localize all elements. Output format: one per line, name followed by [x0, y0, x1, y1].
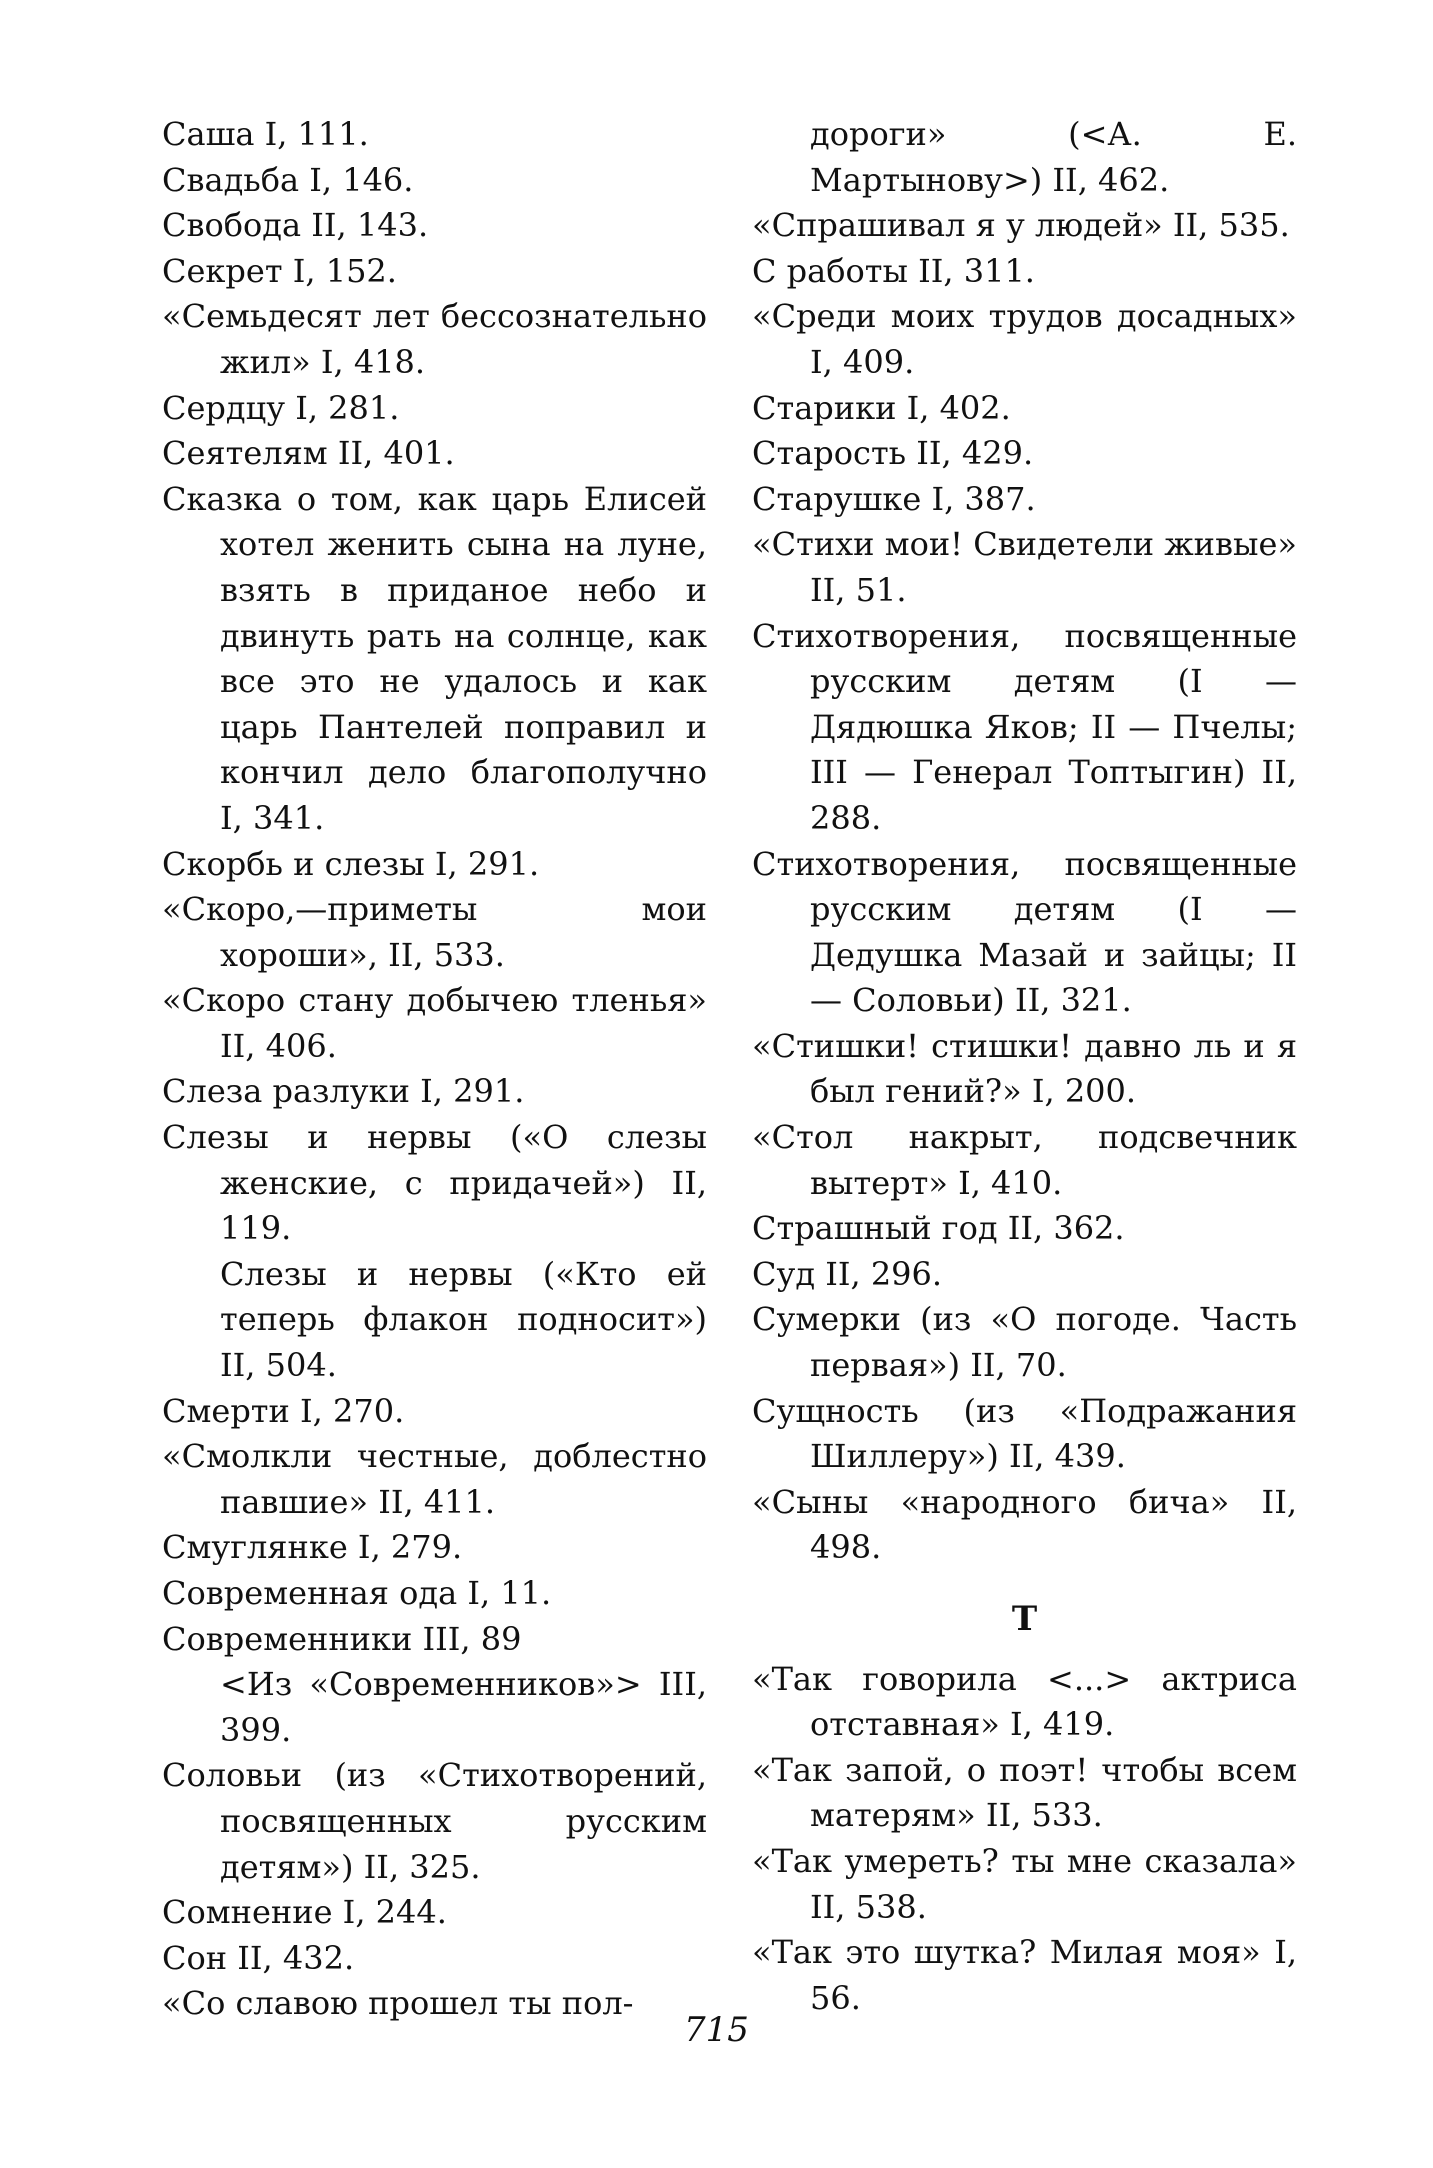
index-entry: Сказка о том, как царь Елисей хотел женить сына на луне, взять в приданое небо и двинуть рать на солнце, как все это не удалось и как царь Пантелей поправил и кончил дело благополучно I, 341. — [162, 479, 707, 837]
index-entry: Смерти I, 270. — [162, 1391, 405, 1430]
index-entry: «Так это шутка? Милая моя» I, 56. — [752, 1933, 1297, 2017]
index-entry: «Так запой, о поэт! чтобы всем матерям» II, 533. — [752, 1750, 1297, 1835]
index-entry: «Смолкли честные, доблестно павшие» II, 411. — [162, 1437, 707, 1521]
index-entry: «Стол накрыт, подсвечник вытерт» I, 410. — [752, 1118, 1297, 1202]
index-entry: Смуглянке I, 279. — [162, 1528, 463, 1567]
index-entry-continuation: дороги» (<А. Е. Мартынову>) II, 462. — [810, 115, 1297, 199]
index-entry: «Спрашивал я у людей» II, 535. — [752, 206, 1290, 245]
index-entry: Слезы и нервы («О слезы женские, с придачей») II, 119. — [162, 1118, 707, 1248]
index-entry: «Стишки! стишки! давно ль и я был гений?» I, 200. — [752, 1026, 1297, 1111]
index-entry: Страшный год II, 362. — [752, 1209, 1125, 1248]
index-entry: Стихотворения, посвященные русским детям (I — Дядюшка Яков; II — Пчелы; III — Генерал Топтыгин) II, 288. — [752, 616, 1297, 837]
section-letter: Т — [1011, 1599, 1038, 1639]
index-entry: Современники III, 89 — [162, 1619, 522, 1658]
index-entry: «Среди моих трудов досадных» I, 409. — [752, 297, 1297, 381]
index-entry: Старушке I, 387. — [752, 479, 1036, 518]
index-entry: Свобода II, 143. — [162, 206, 429, 245]
index-entry: Скорбь и слезы I, 291. — [162, 844, 540, 883]
index-entry: Старики I, 402. — [752, 388, 1011, 427]
index-entry: «Так говорила <...> актриса отставная» I, 419. — [752, 1659, 1297, 1744]
index-entry: Слезы и нервы («Кто ей теперь флакон подносит») II, 504. — [220, 1254, 707, 1385]
index-entry: Сон II, 432. — [162, 1938, 355, 1977]
page-number: 715 — [684, 2010, 749, 2050]
index-entry: Стихотворения, посвященные русским детям (I — Дедушка Мазай и зайцы; II — Соловьи) II, 321. — [752, 844, 1297, 1020]
index-entry: <Из «Современников»> III, 399. — [220, 1665, 707, 1749]
index-entry: «Со славою прошел ты пол- — [162, 1984, 634, 2023]
index-entry: «Сыны «народного бича» II, 498. — [752, 1482, 1297, 1567]
index-entry: Свадьба I, 146. — [162, 160, 414, 199]
index-entry: Сеятелям II, 401. — [162, 434, 455, 473]
index-entry: Секрет I, 152. — [162, 251, 397, 290]
index-entry: Сумерки (из «О погоде. Часть первая») II, 70. — [752, 1300, 1297, 1385]
index-entry: Сущность (из «Подражания Шиллеру») II, 439. — [752, 1391, 1297, 1476]
right-column — [752, 112, 1297, 2021]
index-entry: «Скоро,—приметы мои хороши», II, 533. — [162, 890, 707, 974]
index-entry: «Стихи мои! Свидетели живые» II, 51. — [752, 525, 1297, 609]
index-entry: Суд II, 296. — [752, 1254, 943, 1293]
left-column — [162, 112, 707, 2027]
index-entry: Старость II, 429. — [752, 434, 1034, 473]
index-entry: С работы II, 311. — [752, 251, 1035, 290]
index-entry: «Семьдесят лет бессознательно жил» I, 418. — [162, 297, 707, 381]
index-entry: «Так умереть? ты мне сказала» II, 538. — [752, 1841, 1297, 1926]
index-entry: «Скоро стану добычею тленья» II, 406. — [162, 981, 707, 1065]
index-entry: Сомнение I, 244. — [162, 1893, 447, 1932]
index-entry: Саша I, 111. — [162, 115, 369, 153]
index-entry: Современная ода I, 11. — [162, 1574, 552, 1612]
index-entry: Соловьи (из «Стихотворений, посвященных русским детям») II, 325. — [162, 1756, 707, 1886]
index-entry: Сердцу I, 281. — [162, 388, 400, 427]
index-entry: Слеза разлуки I, 291. — [162, 1072, 525, 1111]
